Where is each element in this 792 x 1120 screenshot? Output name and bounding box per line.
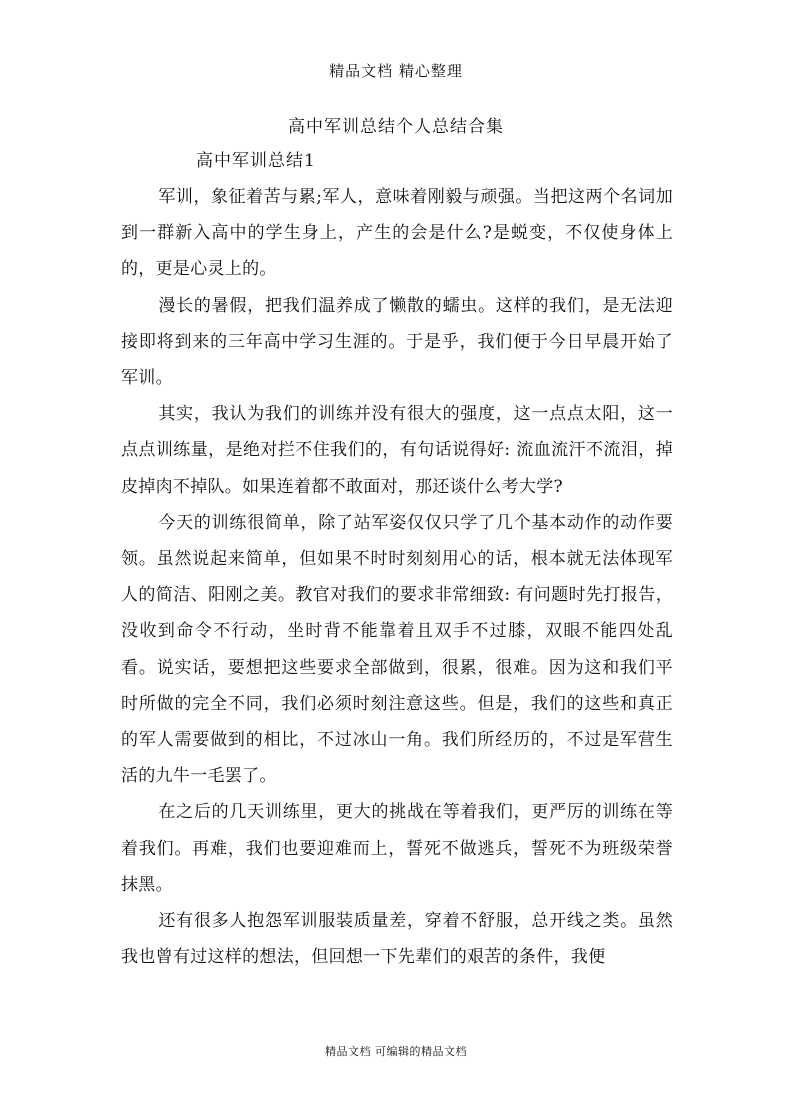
page-footer: 精品文档 可编辑的精品文档 [325, 1045, 467, 1058]
paragraph-2: 漫长的暑假，把我们温养成了懒散的蠕虫。这样的我们，是无法迎接即将到来的三年高中学习生涯的。于是乎，我们便于今日早晨开始了军训。 [121, 295, 673, 389]
section-heading: 高中军训总结1 [196, 151, 316, 171]
document-body [121, 179, 673, 975]
paragraph-4: 今天的训练很简单，除了站军姿仅仅只学了几个基本动作的动作要领。虽然说起来简单，但如果不时时刻刻用心的话，根本就无法体现军人的简洁、阳刚之美。教官对我们的要求非常细致: 有问题时先打报告，没收到命令不行动，坐时背不能靠着且双手不过膝，双眼不能四处乱看。说实话，要想把这些要求全部做到，很累，很难。因为这和我们平时所做的完全不同，我们必须时刻注意这些。但是，我们的这些和真正的军人需要做到的相比，不过冰山一角。我们所经历的，不过是军营生活的九牛一毛罢了。 [121, 512, 673, 787]
paragraph-5: 在之后的几天训练里，更大的挑战在等着我们，更严厉的训练在等着我们。再难，我们也要迎难而上，誓死不做逃兵，誓死不为班级荣誉抹黑。 [121, 802, 673, 895]
paragraph-3: 其实，我认为我们的训练并没有很大的强度，这一点点太阳，这一点点训练量，是绝对拦不住我们的，有句话说得好: 流血流汗不流泪，掉皮掉肉不掉队。如果连着都不敢面对，那还谈什么考大学? [121, 404, 673, 497]
paragraph-6: 还有很多人抱怨军训服装质量差，穿着不舒服，总开线之类。虽然我也曾有过这样的想法，但回想一下先辈们的艰苦的条件，我便 [121, 911, 673, 968]
paragraph-1: 军训，象征着苦与累;军人，意味着刚毅与顽强。当把这两个名词加到一群新入高中的学生身上，产生的会是什么?是蜕变，不仅使身体上的，更是心灵上的。 [121, 187, 673, 280]
page-header: 精品文档 精心整理 [329, 62, 463, 80]
document-title: 高中军训总结个人总结合集 [288, 117, 504, 137]
